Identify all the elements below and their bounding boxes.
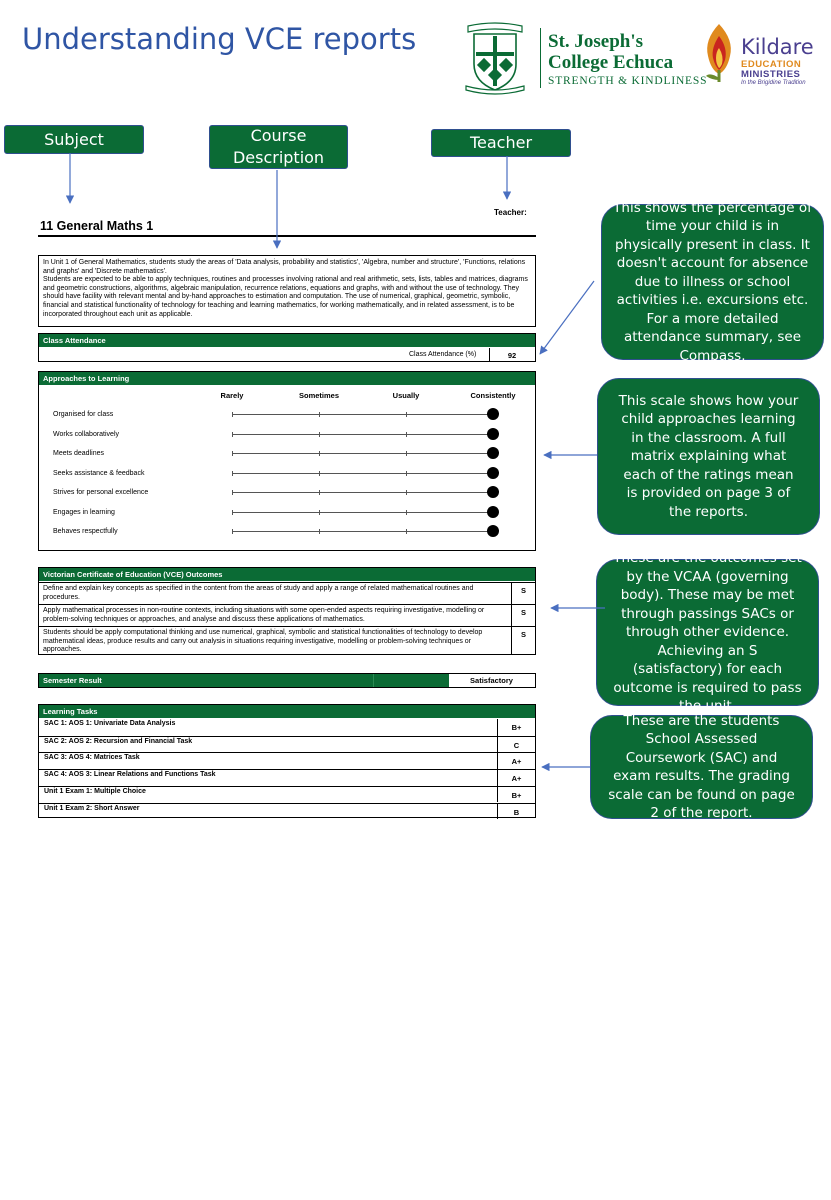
teacher-label: Teacher: [431, 129, 571, 157]
semester-value: Satisfactory: [470, 676, 513, 685]
course-description: In Unit 1 of General Mathematics, students study the areas of 'Data analysis, probability and statistics', 'Algebra, number and structure', 'Functions, relations and graphs' and 'Discrete mathematics'. Students are expected to be able to apply techniques, routines and processes involving rational and real arithmetic, sets, lists, tables and matrices, diagrams and geometric constructions, algorithms, algebraic manipulation, recurrence relations, equations and graphs, with and without the use of technology. They should have facility with relevant mental and by-hand approaches to estimation and computation. The use of numerical, graphical, geometric, symbolic, financial and statistical functionality of technology for teaching and learning mathematics, for working mathematically, and in related assessment, is to be incorporated throughout each unit as applicable.: [38, 255, 536, 327]
course-description-label: Course Description: [209, 125, 348, 169]
outcome-result: S: [520, 608, 526, 617]
kildare-name: Kildare: [741, 35, 814, 59]
task-grade: A+: [511, 774, 522, 784]
approach-label: Engages in learning: [53, 508, 115, 516]
outcome-text: Students should be apply computational thinking and use numerical, graphical, symbolic and statistical functionalities of technology to develop mathematical ideas, produce results and carry out analysis in situations requiring investigative, modelling or problem-solving techniques or approaches.: [43, 629, 483, 654]
tasks-callout: These are the students School Assessed Coursework (SAC) and exam results. The grading scale can be found on page 2 of the report.: [590, 715, 813, 819]
approach-label: Strives for personal excellence: [53, 489, 149, 496]
task-grade: A+: [511, 757, 522, 767]
subject-label: Subject: [4, 125, 144, 154]
college-motto: STRENGTH & KINDLINESS: [548, 75, 708, 87]
semester-header: Semester Result: [39, 674, 373, 687]
task-grade: B+: [511, 790, 522, 800]
approaches-callout: This scale shows how your child approaches learning in the classroom. A full matrix explaining what each of the ratings mean is provided on page 3 of the reports.: [597, 378, 820, 535]
attendance-callout: This shows the percentage of time your child is in physically present in class. It doesn't account for absence due to illness or school activities i.e. excursions etc. For a more detailed attendance summary, see Compass.: [601, 204, 824, 360]
scale-sometimes: Sometimes: [298, 391, 340, 400]
approach-label: Meets deadlines: [53, 450, 104, 457]
attendance-arrow: [540, 281, 594, 354]
task-name: SAC 2: AOS 2: Recursion and Financial Task: [44, 737, 193, 745]
approach-label: Works collaboratively: [53, 430, 120, 438]
approaches-header: Approaches to Learning: [39, 372, 535, 385]
kildare-tagline: In the Brigidine Tradition: [741, 80, 806, 86]
attendance-label: Class Attendance (%): [409, 351, 477, 358]
scale-usually: Usually: [392, 391, 420, 400]
college-name-line2: College Echuca: [548, 52, 674, 73]
page-title: Understanding VCE reports: [22, 22, 417, 56]
college-name-line1: St. Joseph's: [548, 31, 644, 52]
outcome-text: Define and explain key concepts as specified in the content from the areas of study and apply a range of related mathematical routines and procedures.: [43, 585, 474, 601]
approach-label: Behaves respectfully: [53, 528, 118, 535]
outcomes-header: Victorian Certificate of Education (VCE) Outcomes: [39, 568, 535, 581]
outcome-result: S: [520, 586, 526, 595]
outcome-result: S: [520, 630, 526, 639]
tasks-header: Learning Tasks: [39, 705, 535, 718]
approach-label: Seeks assistance & feedback: [53, 469, 145, 477]
task-name: Unit 1 Exam 1: Multiple Choice: [44, 787, 146, 795]
task-grade: B: [513, 807, 520, 817]
task-grade: B+: [511, 723, 522, 732]
task-name: Unit 1 Exam 2: Short Answer: [44, 804, 140, 812]
task-grade: C: [513, 740, 520, 750]
outcomes-callout: These are the outcomes set by the VCAA (governing body). These may be met through passings SACs or through other evidence. Achieving an S (satisfactory) for each outcome is required to pass the unit.: [596, 559, 819, 706]
teacher-field-label: Teacher:: [494, 208, 527, 217]
subject-title: 11 General Maths 1: [40, 219, 154, 233]
task-name: SAC 1: AOS 1: Univariate Data Analysis: [44, 720, 176, 727]
task-name: SAC 3: AOS 4: Matrices Task: [44, 754, 140, 762]
attendance-value: 92: [507, 351, 517, 360]
kildare-education: EDUCATION: [741, 59, 802, 70]
kildare-ministries: MINISTRIES: [741, 69, 801, 80]
approach-label: Organised for class: [53, 411, 114, 418]
attendance-header: Class Attendance: [39, 334, 535, 347]
scale-consistently: Consistently: [470, 391, 516, 400]
scale-rarely: Rarely: [220, 391, 244, 400]
outcome-text: Apply mathematical processes in non-routine contexts, including situations with some open-ended aspects requiring investigative, modelling or problem-solving techniques or approaches, and analyse and discuss these applications of mathematics.: [43, 607, 485, 623]
task-name: SAC 4: AOS 3: Linear Relations and Functions Task: [44, 771, 216, 779]
